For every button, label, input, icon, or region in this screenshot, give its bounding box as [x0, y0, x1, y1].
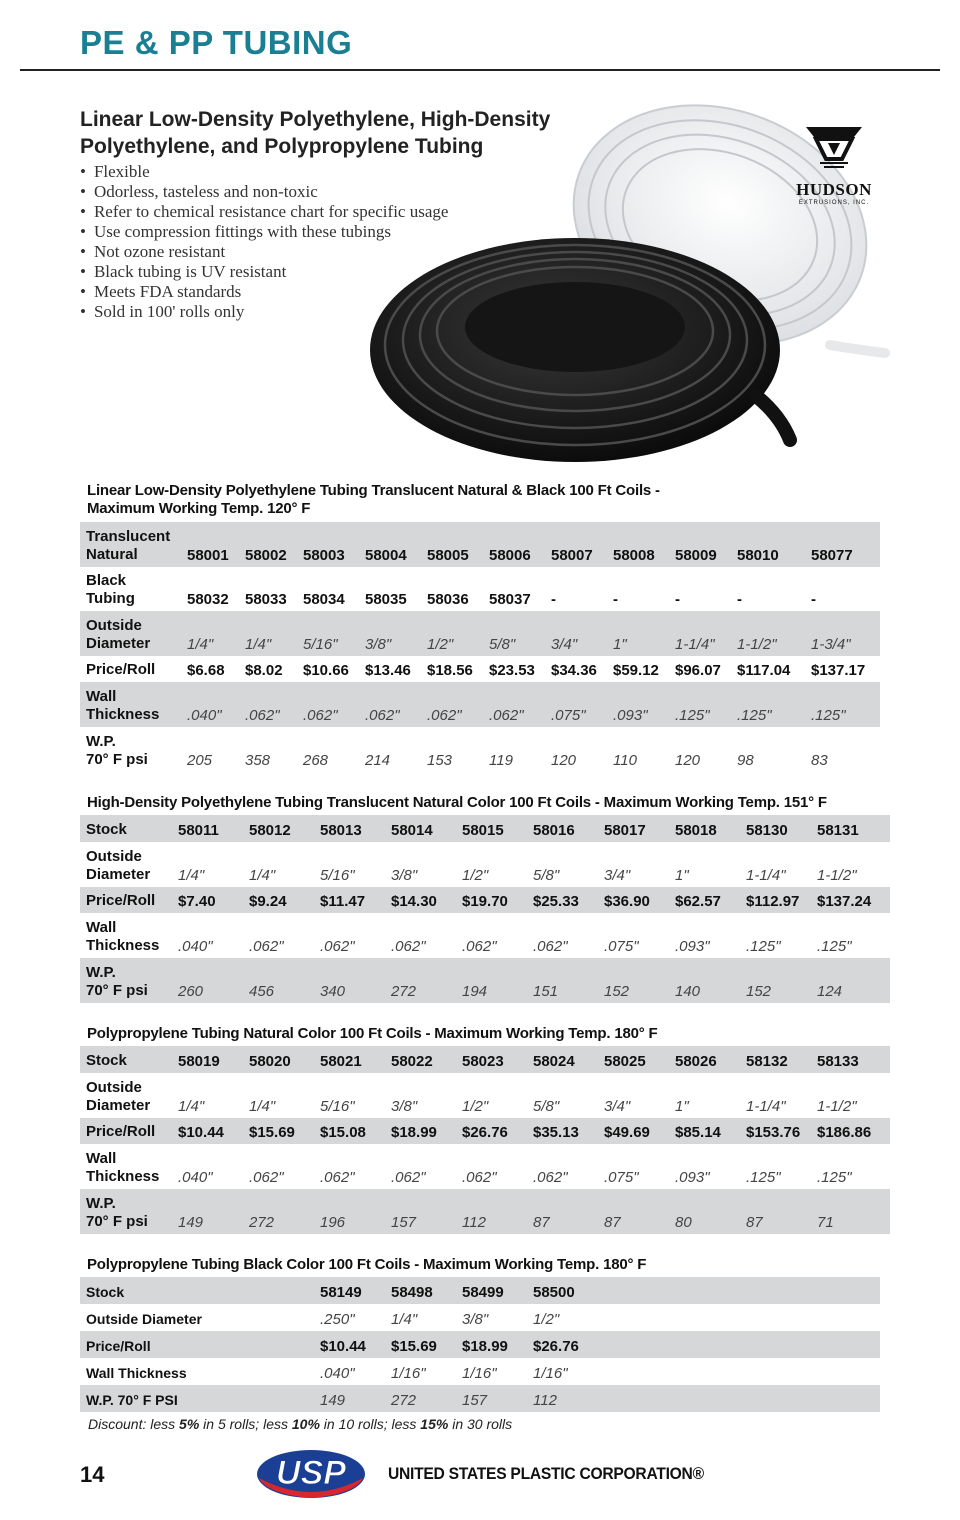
row-label-line-2: Diameter: [86, 635, 151, 652]
table-row: [80, 842, 890, 887]
row-label-line-2: Tubing: [86, 590, 135, 607]
usp-logo-text: USP: [276, 1454, 346, 1492]
row-label: [80, 1144, 172, 1189]
table-cell: .062": [249, 938, 284, 955]
row-label-line-1: Outside: [86, 1079, 142, 1096]
product-title-line-1: Linear Low-Density Polyethylene, High-Density: [80, 108, 551, 131]
table-cell: .062": [462, 938, 497, 955]
table-row: [80, 1046, 890, 1073]
table-cell: $137.17: [811, 662, 866, 679]
table-cell: 1": [675, 1098, 689, 1115]
row-label: [80, 1046, 172, 1073]
table-row: [80, 1358, 880, 1385]
table-cell: .125": [817, 1169, 852, 1186]
row-label-line-1: Outside Diameter: [86, 1311, 202, 1327]
table-cell: 124: [817, 983, 843, 1000]
table-cell: 3/8": [365, 636, 392, 653]
company-name: UNITED STATES PLASTIC CORPORATION®: [388, 1464, 704, 1483]
table-row: [80, 656, 880, 682]
row-label-line-2: 70° F psi: [86, 982, 148, 999]
table-cell: 58014: [391, 822, 433, 839]
table-cell: $13.46: [365, 662, 411, 679]
row-label-line-1: Outside: [86, 617, 142, 634]
table-cell: 1/16": [391, 1365, 426, 1382]
row-label-line-1: Stock: [86, 821, 127, 838]
table-cell: 58010: [737, 547, 779, 564]
table-cell: $26.76: [533, 1338, 579, 1355]
feature-item: • Refer to chemical resistance chart for specific usage: [80, 202, 448, 222]
table-cell: 1/2": [427, 636, 454, 653]
table-cell: .075": [604, 1169, 639, 1186]
table-cell: 358: [245, 752, 271, 769]
table-cell: 1-1/4": [675, 636, 715, 653]
row-label-line-2: Thickness: [86, 937, 160, 954]
table-cell: .125": [811, 707, 846, 724]
row-label: [80, 656, 181, 682]
table-cell: 152: [746, 983, 772, 1000]
table-cell: $15.69: [391, 1338, 437, 1355]
table-cell: 3/4": [604, 867, 631, 884]
table-row: [80, 727, 880, 772]
table-cell: 456: [249, 983, 275, 1000]
table-cell: 3/8": [391, 867, 418, 884]
table-cell: .040": [320, 1365, 355, 1382]
row-label-line-1: Outside: [86, 848, 142, 865]
row-label: [80, 1277, 314, 1304]
table-cell: 58133: [817, 1053, 859, 1070]
table-row: [80, 682, 880, 727]
header-divider: [20, 69, 940, 71]
table-cell: $153.76: [746, 1124, 801, 1141]
feature-item: • Meets FDA standards: [80, 282, 448, 302]
row-label-line-1: Wall Thickness: [86, 1365, 187, 1381]
table-cell: .075": [551, 707, 586, 724]
table-row: [80, 567, 880, 611]
table-cell: 83: [811, 752, 828, 769]
row-label-line-1: Stock: [86, 1052, 127, 1069]
table-cell: $62.57: [675, 893, 721, 910]
table-cell: -: [811, 591, 816, 608]
table4-caption-line-1: Polypropylene Tubing Black Color 100 Ft Coils - Maximum Working Temp. 180° F: [87, 1256, 647, 1273]
table-cell: 80: [675, 1214, 692, 1231]
table-cell: 194: [462, 983, 488, 1000]
table-cell: 58499: [462, 1284, 504, 1301]
table-cell: 5/8": [533, 867, 560, 884]
row-label: [80, 1385, 314, 1412]
table-cell: $10.66: [303, 662, 349, 679]
table-cell: .062": [303, 707, 338, 724]
table-cell: .040": [178, 1169, 213, 1186]
table1-caption-line-2: Maximum Working Temp. 120° F: [87, 500, 311, 517]
table-cell: .250": [320, 1311, 355, 1328]
table-cell: 157: [391, 1214, 417, 1231]
table-cell: .125": [675, 707, 710, 724]
table-cell: 58008: [613, 547, 655, 564]
table-cell: -: [551, 591, 556, 608]
table-cell: 3/8": [462, 1311, 489, 1328]
table-cell: $112.97: [746, 893, 800, 910]
table-cell: 58077: [811, 547, 853, 564]
table-cell: $15.08: [320, 1124, 366, 1141]
table-cell: 1-3/4": [811, 636, 851, 653]
table-cell: 58131: [817, 822, 859, 839]
table-row: [80, 958, 890, 1003]
row-label-line-2: 70° F psi: [86, 1213, 148, 1230]
hudson-logo: [788, 125, 880, 205]
table-cell: .093": [675, 938, 710, 955]
table-cell: $18.56: [427, 662, 473, 679]
table3-caption-line-1: Polypropylene Tubing Natural Color 100 Ft Coils - Maximum Working Temp. 180° F: [87, 1025, 658, 1042]
row-label: [80, 567, 181, 611]
table-cell: 58024: [533, 1053, 575, 1070]
table-cell: -: [613, 591, 618, 608]
table-cell: .062": [489, 707, 524, 724]
table-cell: 140: [675, 983, 701, 1000]
table-cell: 58006: [489, 547, 531, 564]
row-label-line-1: Wall: [86, 919, 117, 936]
table-cell: 3/4": [551, 636, 578, 653]
table-cell: 1/4": [178, 1098, 205, 1115]
table-cell: 1/4": [245, 636, 272, 653]
table-cell: 58005: [427, 547, 469, 564]
table-row: [80, 815, 890, 842]
row-label-line-1: Price/Roll: [86, 661, 156, 678]
table-row: [80, 1073, 890, 1118]
table-cell: 1": [613, 636, 627, 653]
table-cell: 1/4": [249, 867, 276, 884]
table-cell: 1/2": [462, 1098, 489, 1115]
table-cell: $6.68: [187, 662, 225, 679]
row-label-line-1: W.P.: [86, 1195, 116, 1212]
hudson-subtitle: EXTRUSIONS, INC.: [798, 200, 870, 206]
table-row: [80, 1277, 880, 1304]
table-cell: 260: [178, 983, 204, 1000]
table-cell: .062": [462, 1169, 497, 1186]
table-cell: .093": [675, 1169, 710, 1186]
table4-caption: [87, 1256, 646, 1274]
product-title-line-2: Polyethylene, and Polypropylene Tubing: [80, 135, 484, 158]
table-cell: .062": [391, 1169, 426, 1186]
row-label: [80, 1358, 314, 1385]
table-cell: 58034: [303, 591, 345, 608]
table-cell: 157: [462, 1392, 488, 1409]
table-cell: 58033: [245, 591, 287, 608]
table-cell: 1-1/4": [746, 867, 786, 884]
table-cell: 98: [737, 752, 754, 769]
table-cell: 58020: [249, 1053, 291, 1070]
table-cell: $137.24: [817, 893, 872, 910]
table-cell: 58026: [675, 1053, 717, 1070]
row-label-line-2: Diameter: [86, 866, 151, 883]
table-cell: 1": [675, 867, 689, 884]
table3-caption: [87, 1025, 657, 1043]
usp-logo: [255, 1448, 367, 1500]
table-cell: .040": [178, 938, 213, 955]
table-cell: .062": [320, 938, 355, 955]
table-cell: 87: [746, 1214, 763, 1231]
table-cell: 272: [391, 983, 417, 1000]
hudson-emblem-icon: [804, 125, 864, 171]
row-label-line-1: Wall: [86, 688, 117, 705]
table-cell: 5/16": [320, 867, 355, 884]
table-cell: 58009: [675, 547, 717, 564]
table-cell: 1/2": [533, 1311, 560, 1328]
table-cell: 3/8": [391, 1098, 418, 1115]
table-cell: .062": [249, 1169, 284, 1186]
table-cell: 152: [604, 983, 630, 1000]
table-cell: $26.76: [462, 1124, 508, 1141]
table-cell: .062": [533, 938, 568, 955]
table-cell: 58132: [746, 1053, 788, 1070]
table-cell: 58025: [604, 1053, 646, 1070]
table-cell: .062": [365, 707, 400, 724]
table-cell: 58015: [462, 822, 504, 839]
table-cell: $10.44: [178, 1124, 224, 1141]
row-label-line-2: Thickness: [86, 1168, 160, 1185]
table-cell: 1-1/2": [817, 867, 857, 884]
table-cell: 1-1/4": [746, 1098, 786, 1115]
row-label: [80, 842, 172, 887]
row-label: [80, 1304, 314, 1331]
table-cell: $8.02: [245, 662, 283, 679]
table-cell: 58003: [303, 547, 345, 564]
table-cell: .125": [746, 1169, 781, 1186]
table-cell: 5/8": [489, 636, 516, 653]
table1-caption: [87, 482, 660, 518]
table-cell: $25.33: [533, 893, 579, 910]
table-cell: 5/16": [320, 1098, 355, 1115]
table-row: [80, 913, 890, 958]
table-cell: 58019: [178, 1053, 220, 1070]
table-row: [80, 611, 880, 656]
table-cell: 58011: [178, 822, 219, 839]
row-label-line-1: Price/Roll: [86, 1338, 151, 1354]
table-cell: $19.70: [462, 893, 508, 910]
table-cell: $7.40: [178, 893, 216, 910]
row-label-line-1: Black: [86, 572, 127, 589]
table-cell: 149: [178, 1214, 204, 1231]
table-cell: -: [737, 591, 742, 608]
table-cell: $14.30: [391, 893, 437, 910]
table-cell: .062": [391, 938, 426, 955]
row-label-line-1: W.P. 70° F PSI: [86, 1392, 178, 1408]
table-cell: $9.24: [249, 893, 287, 910]
table-cell: .093": [613, 707, 648, 724]
table2-caption: [87, 794, 827, 812]
row-label-line-1: Price/Roll: [86, 892, 156, 909]
table-row: [80, 522, 880, 567]
table-cell: 1/4": [391, 1311, 418, 1328]
table-cell: .125": [817, 938, 852, 955]
table-cell: 58498: [391, 1284, 433, 1301]
table-cell: .062": [320, 1169, 355, 1186]
table-cell: .040": [187, 707, 222, 724]
table-cell: 120: [551, 752, 577, 769]
table-cell: 1/16": [462, 1365, 497, 1382]
feature-item: • Odorless, tasteless and non-toxic: [80, 182, 448, 202]
row-label: [80, 1073, 172, 1118]
table-cell: -: [675, 591, 680, 608]
table-cell: 58500: [533, 1284, 575, 1301]
table-cell: $11.47: [320, 893, 366, 910]
table-cell: 214: [365, 752, 391, 769]
table-cell: 58036: [427, 591, 469, 608]
table-cell: $59.12: [613, 662, 659, 679]
row-label-line-2: Diameter: [86, 1097, 151, 1114]
table1-caption-line-1: Linear Low-Density Polyethylene Tubing Translucent Natural & Black 100 Ft Coils -: [87, 482, 660, 499]
table-cell: 272: [249, 1214, 275, 1231]
table-cell: 1/2": [462, 867, 489, 884]
table-cell: 149: [320, 1392, 346, 1409]
table-cell: 58007: [551, 547, 593, 564]
table-cell: $34.36: [551, 662, 597, 679]
page-title: PE & PP TUBING: [80, 24, 353, 61]
row-label-line-1: Price/Roll: [86, 1123, 156, 1140]
table-cell: 272: [391, 1392, 417, 1409]
table-cell: 58022: [391, 1053, 433, 1070]
table-cell: 151: [533, 983, 559, 1000]
row-label: [80, 522, 181, 567]
table-cell: 58002: [245, 547, 287, 564]
row-label-line-1: W.P.: [86, 733, 116, 750]
table-cell: 58149: [320, 1284, 362, 1301]
table-cell: 205: [187, 752, 213, 769]
table-cell: $186.86: [817, 1124, 872, 1141]
row-label-line-2: Thickness: [86, 706, 160, 723]
discount-note: Discount: less 5% in 5 rolls; less 10% in 10 rolls; less 15% in 30 rolls: [88, 1416, 513, 1432]
row-label-line-1: W.P.: [86, 964, 116, 981]
table-cell: $85.14: [675, 1124, 721, 1141]
table-cell: $18.99: [462, 1338, 508, 1355]
row-label: [80, 958, 172, 1003]
row-label: [80, 682, 181, 727]
feature-item: • Use compression fittings with these tubings: [80, 222, 448, 242]
row-label: [80, 1331, 314, 1358]
table-cell: 58018: [675, 822, 717, 839]
table-cell: 110: [613, 752, 637, 769]
page-number: 14: [80, 1462, 105, 1487]
row-label: [80, 611, 181, 656]
table-cell: 268: [303, 752, 329, 769]
table-cell: 58016: [533, 822, 575, 839]
table-cell: .062": [427, 707, 462, 724]
table-cell: 120: [675, 752, 701, 769]
table-row: [80, 1144, 890, 1189]
table-cell: 58032: [187, 591, 229, 608]
row-label: [80, 1189, 172, 1234]
table-cell: 1-1/2": [737, 636, 777, 653]
table-cell: 153: [427, 752, 453, 769]
table-cell: 340: [320, 983, 346, 1000]
table-cell: $117.04: [737, 662, 791, 679]
feature-item: • Not ozone resistant: [80, 242, 448, 262]
table-cell: $49.69: [604, 1124, 650, 1141]
table-cell: 112: [462, 1214, 486, 1231]
row-label: [80, 887, 172, 913]
table-cell: 58012: [249, 822, 291, 839]
table-cell: .062": [245, 707, 280, 724]
table-cell: 1/4": [178, 867, 205, 884]
table-cell: 119: [489, 752, 513, 769]
table-cell: 58035: [365, 591, 407, 608]
hudson-name: HUDSON: [796, 180, 872, 199]
table-cell: $36.90: [604, 893, 650, 910]
table2-hdpe: [80, 815, 890, 1003]
table-cell: $96.07: [675, 662, 721, 679]
table-cell: .125": [737, 707, 772, 724]
table-cell: 1/4": [187, 636, 214, 653]
table-cell: .125": [746, 938, 781, 955]
table-cell: 1-1/2": [817, 1098, 857, 1115]
table-cell: $35.13: [533, 1124, 579, 1141]
table-cell: 58021: [320, 1053, 362, 1070]
table-cell: 1/16": [533, 1365, 568, 1382]
table-cell: 58023: [462, 1053, 504, 1070]
table-cell: $23.53: [489, 662, 535, 679]
feature-item: • Sold in 100' rolls only: [80, 302, 448, 322]
table-cell: 87: [604, 1214, 621, 1231]
row-label: [80, 913, 172, 958]
table-row: [80, 1118, 890, 1144]
table-row: [80, 887, 890, 913]
row-label: [80, 815, 172, 842]
table-cell: 58037: [489, 591, 531, 608]
table1-lldpe: [80, 522, 880, 772]
feature-item: • Flexible: [80, 162, 448, 182]
table-cell: 3/4": [604, 1098, 631, 1115]
table3-pp-natural: [80, 1046, 890, 1234]
row-label: [80, 727, 181, 772]
row-label-line-1: Wall: [86, 1150, 117, 1167]
table-cell: $18.99: [391, 1124, 437, 1141]
row-label: [80, 1118, 172, 1144]
table-row: [80, 1331, 880, 1358]
table-cell: 58004: [365, 547, 407, 564]
table-cell: $15.69: [249, 1124, 295, 1141]
table-cell: 5/16": [303, 636, 338, 653]
table-cell: 58001: [187, 547, 229, 564]
table-row: [80, 1385, 880, 1412]
table-cell: 58017: [604, 822, 646, 839]
table-cell: 58013: [320, 822, 362, 839]
feature-item: • Black tubing is UV resistant: [80, 262, 448, 282]
table-cell: 1/4": [249, 1098, 276, 1115]
row-label-line-2: Natural: [86, 546, 138, 563]
table-cell: 87: [533, 1214, 550, 1231]
table-cell: $10.44: [320, 1338, 366, 1355]
table-cell: 5/8": [533, 1098, 560, 1115]
table2-caption-line-1: High-Density Polyethylene Tubing Translucent Natural Color 100 Ft Coils - Maximum Working Temp. 151° F: [87, 794, 827, 811]
table-cell: .075": [604, 938, 639, 955]
row-label-line-1: Stock: [86, 1284, 125, 1300]
row-label-line-1: Translucent: [86, 528, 171, 545]
table4-pp-black: [80, 1277, 880, 1412]
table-cell: 196: [320, 1214, 346, 1231]
table-cell: 112: [533, 1392, 557, 1409]
table-row: [80, 1189, 890, 1234]
row-label-line-2: 70° F psi: [86, 751, 148, 768]
table-cell: 58130: [746, 822, 788, 839]
table-cell: .062": [533, 1169, 568, 1186]
table-row: [80, 1304, 880, 1331]
table-cell: 71: [817, 1214, 834, 1231]
